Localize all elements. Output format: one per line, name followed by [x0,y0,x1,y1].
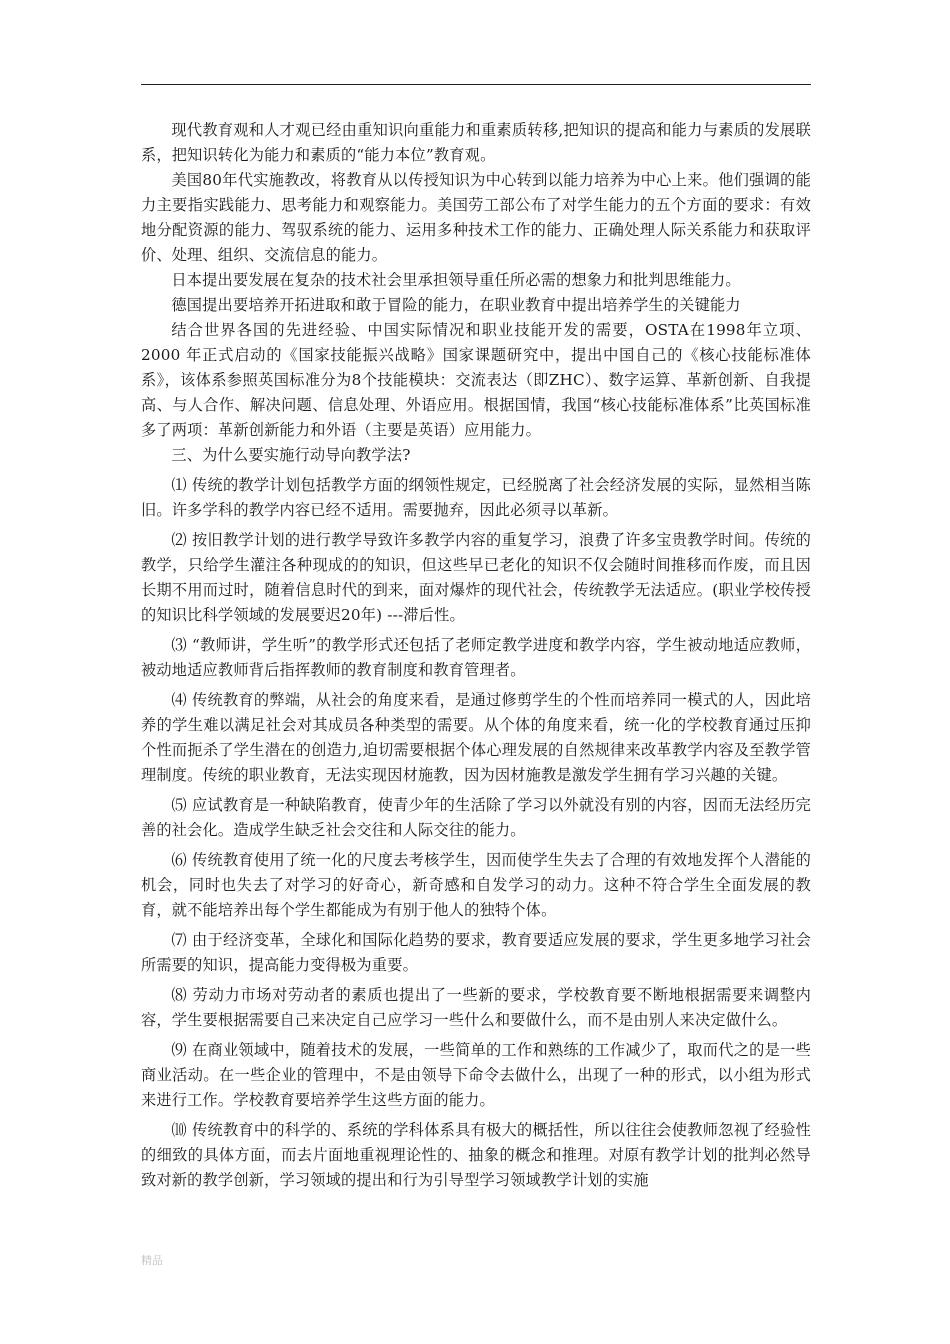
paragraph-4: 德国提出要培养开拓进取和敢于冒险的能力，在职业教育中提出培养学生的关键能力 [171,296,741,314]
paragraph-1: 现代教育观和人才观已经由重知识向重能力和重素质转移,把知识的提高和能力与素质的发展联系，把知识转化为能力和素质的“能力本位”教育观。 [141,121,811,164]
list-item-7: ⑺ 由于经济变革，全球化和国际化趋势的要求，教育要适应发展的要求，学生更多地学习社会所需要的知识，提高能力变得极为重要。 [141,931,811,974]
footer-watermark: 精品 [141,1254,163,1267]
list-item-1: ⑴ 传统的教学计划包括教学方面的纲领性规定，已经脱离了社会经济发展的实际，显然相当陈旧。许多学科的教学内容已经不适用。需要抛弃，因此必须寻以革新。 [141,476,811,519]
list-item-2: ⑵ 按旧教学计划的进行教学导致许多教学内容的重复学习，浪费了许多宝贵教学时间。传统的教学，只给学生灌注各种现成的的知识，但这些早已老化的知识不仅会随时间推移而作废，而且因长期不用而过时，随着信息时代的到来，面对爆炸的现代社会，传统教学无法适应。(职业学校传授的知识比科学领域的发展要迟20年) ---滞后性。 [141,531,811,624]
paragraph-5: 结合世界各国的先进经验、中国实际情况和职业技能开发的需要，OSTA在1998年立项、2000 年正式启动的《国家技能振兴战略》国家课题研究中，提出中国自己的《核心技能标准体系》，该体系参照英国标准分为8个技能模块：交流表达（即ZHC）、数字运算、革新创新、自我提高、与人合作、解决问题、信息处理、外语应用。根据国情，我国“核心技能标准体系”比英国标准多了两项：革新创新能力和外语（主要是英语）应用能力。 [141,321,811,439]
list-item-5: ⑸ 应试教育是一种缺陷教育，使青少年的生活除了学习以外就没有别的内容，因而无法经历完善的社会化。造成学生缺乏社会交往和人际交往的能力。 [141,796,811,839]
list-item-4: ⑷ 传统教育的弊端，从社会的角度来看，是通过修剪学生的个性而培养同一模式的人，因此培养的学生难以满足社会对其成员各种类型的需要。从个体的角度来看，统一化的学校教育通过压抑个性而扼杀了学生潜在的创造力,迫切需要根据个体心理发展的自然规律来改革教学内容及至教学管理制度。传统的职业教育，无法实现因材施教，因为因材施教是激发学生拥有学习兴趣的关键。 [141,691,811,784]
header-rule [141,84,811,85]
list-item-8: ⑻ 劳动力市场对劳动者的素质也提出了一些新的要求，学校教育要不断地根据需要来调整内容，学生要根据需要自己来决定自己应学习一些什么和要做什么，而不是由别人来决定做什么。 [141,986,811,1029]
paragraph-2: 美国80年代实施教改，将教育从以传授知识为中心转到以能力培养为中心上来。他们强调的能力主要指实践能力、思考能力和观察能力。美国劳工部公布了对学生能力的五个方面的要求：有效地分配资源的能力、驾驭系统的能力、运用多种技术工作的能力、正确处理人际关系能力和获取评价、处理、组织、交流信息的能力。 [141,171,811,264]
list-item-9: ⑼ 在商业领域中，随着技术的发展，一些简单的工作和熟练的工作减少了，取而代之的是一些商业活动。在一些企业的管理中，不是由领导下命令去做什么，出现了一种的形式，以小组为形式来进行工作。学校教育要培养学生这些方面的能力。 [141,1041,811,1109]
section-heading: 三、为什么要实施行动导向教学法? [171,446,411,464]
list-item-6: ⑹ 传统教育使用了统一化的尺度去考核学生，因而使学生失去了合理的有效地发挥个人潜能的机会，同时也失去了对学习的好奇心，新奇感和自发学习的动力。这种不符合学生全面发展的教育，就不能培养出每个学生都能成为有别于他人的独特个体。 [141,851,811,919]
list-item-3: ⑶ “教师讲，学生听”的教学形式还包括了老师定教学进度和教学内容，学生被动地适应教师，被动地适应教师背后指挥教师的教育制度和教育管理者。 [141,636,811,679]
paragraph-3: 日本提出要发展在复杂的技术社会里承担领导重任所必需的想象力和批判思维能力。 [171,271,741,289]
list-item-10: ⑽ 传统教育中的科学的、系统的学科体系具有极大的概括性，所以往往会使教师忽视了经验性的细致的具体方面，而去片面地重视理论性的、抽象的概念和推理。对原有教学计划的批判必然导致对新的教学创新，学习领域的提出和行为引导型学习领域教学计划的实施 [141,1121,811,1189]
document-body [141,118,811,1193]
